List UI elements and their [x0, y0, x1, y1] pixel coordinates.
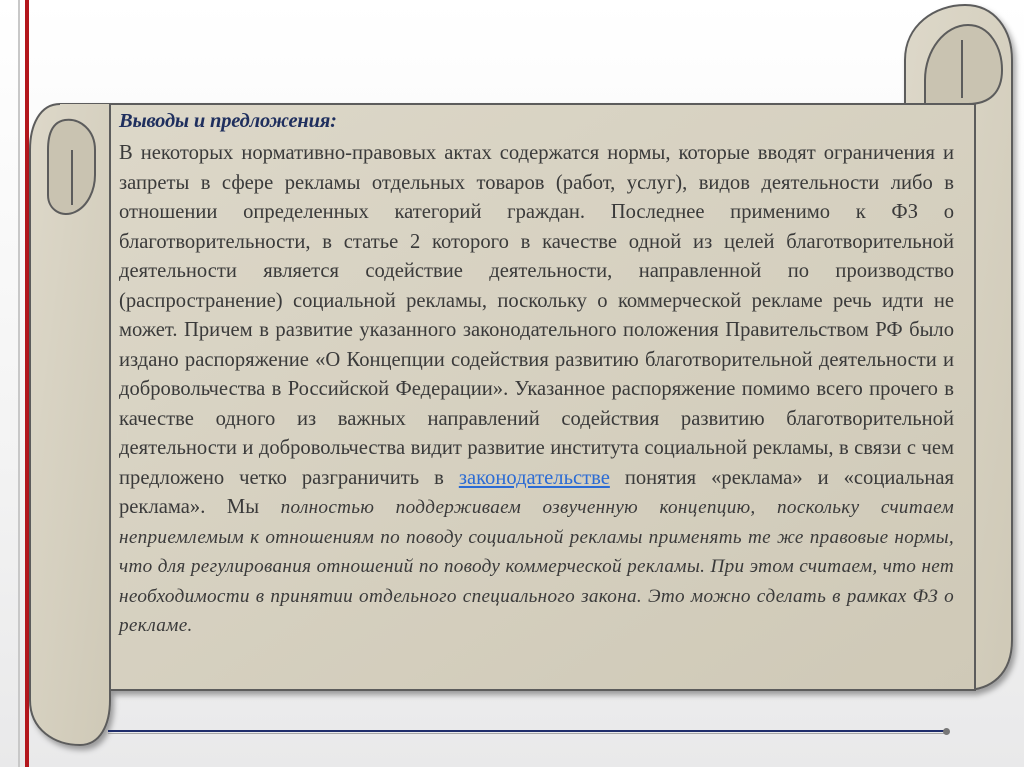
body-text-italic: полностью поддерживаем озвученную концепцию, поскольку считаем неприемлемым к отношениям по поводу социальной рекламы применять те же правовые нормы, что для регулирования отношений по поводу коммерческой рекламы. При этом считаем, что нет необходимости в принятии отдельного специального закона. Это можно сделать в рамках ФЗ о рекламе. [119, 497, 954, 636]
bottom-rule-shadow [108, 733, 946, 734]
slide-heading: Выводы и предложения: [119, 110, 337, 132]
bottom-rule [108, 730, 946, 732]
body-text-part1: В некоторых нормативно-правовых актах содержатся нормы, которые вводят ограничения и запреты в сфере рекламы отдельных товаров (работ, услуг), видов деятельности либо в отношении определенных категорий граждан. Последнее применимо к ФЗ о благотворительности, в статье 2 которого в качестве одной из целей благотворительной деятельности является содействие деятельности, направленной по производство (распространение) социальной рекламы, поскольку о коммерческой рекламе речь идти не может. Причем в развитие указанного законодательного положения Правительством РФ было издано распоряжение «О Концепции содействия развитию благотворительной деятельности и добровольчества в Российской Федерации». Указанное распоряжение помимо всего прочего в качестве одного из важных направлений содействия развитию благотворительной деятельности и добровольчества видит развитие института социальной рекламы, в связи с чем предложено четко разграничить в [119, 142, 954, 489]
content [116, 110, 954, 641]
bottom-rule-dot [943, 728, 950, 735]
body-paragraph [116, 139, 954, 641]
body-text-part2: понятия «реклама» и «социальная реклама». Мы [119, 466, 954, 518]
legislation-link[interactable]: законодательстве [458, 466, 610, 489]
